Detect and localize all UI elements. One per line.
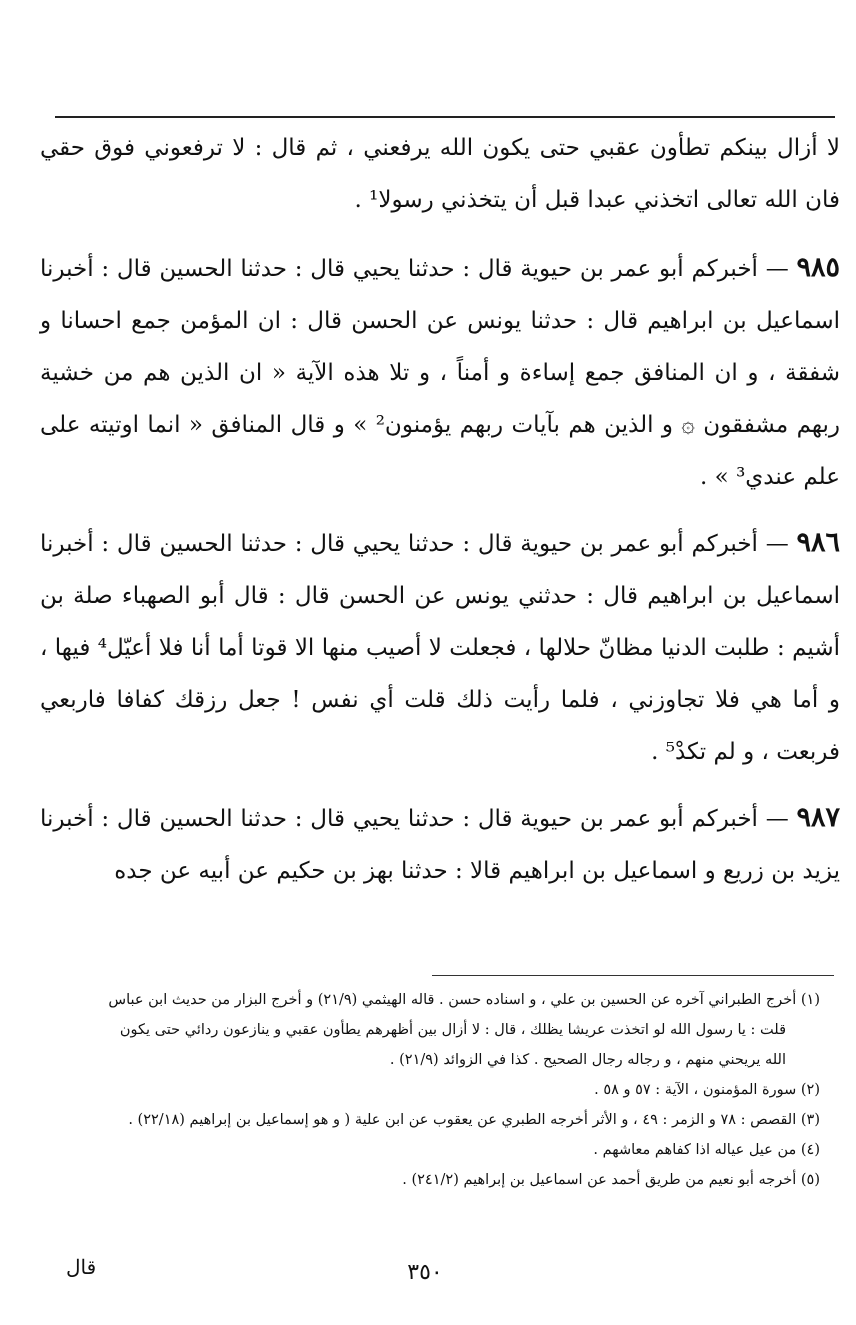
footnotes xyxy=(30,985,820,1195)
hadith-986 xyxy=(40,517,840,778)
hadith-text: — أخبركم أبو عمر بن حيوية قال : حدثنا يحيي قال : حدثنا الحسين قال : أخبرنا اسماعيل بن ابراهيم قال : حدثنا يونس عن الحسن قال : ان المؤمن جمع احسانا و شفقة ، و ان المنافق جمع إساءة و أمناً ، و تلا هذه الآية « ان الذين هم من خشية ربهم مشفقون ۞ و الذين هم بآيات ربهم يؤمنون² » و قال المنافق « انما اوتيته على علم عندي³ » . xyxy=(40,256,840,490)
footnote-4: (٤) من عيل عياله اذا كفاهم معاشهم . xyxy=(593,1142,820,1158)
hadith-text: — أخبركم أبو عمر بن حيوية قال : حدثنا يحيي قال : حدثنا الحسين قال : أخبرنا اسماعيل بن ابراهيم قال : حدثني يونس عن الحسن قال : قال أبو الصهباء صلة بن أشيم : طلبت الدنيا مظانّ حلالها ، فجعلت لا أصيب منها الا قوتا أما أنا فلا أعيّل⁴ فيها ، و أما هي فلا تجاوزني ، فلما رأيت ذلك قلت أي نفس ! جعل رزقك كفافا فاربعي فربعت ، و لم تكدْ⁵ . xyxy=(40,531,840,765)
footnote-rule xyxy=(432,975,834,976)
hadith-text: — أخبركم أبو عمر بن حيوية قال : حدثنا يحيي قال : حدثنا الحسين قال : أخبرنا يزيد بن زريع و اسماعيل بن ابراهيم قالا : حدثنا بهز بن حكيم عن أبيه عن جده xyxy=(40,806,840,884)
footnote-1-line-3: الله يريحني منهم ، و رجاله رجال الصحيح . كذا في الزوائد (٢١/٩) . xyxy=(389,1052,786,1068)
footnote-1-line-1: (١) أخرج الطبراني آخره عن الحسين بن علي ، و اسناده حسن . قاله الهيثمي (٢١/٩) و أخرج البزار من حديث ابن عباس xyxy=(108,992,820,1008)
hadith-987 xyxy=(40,792,840,897)
footnote-3: (٣) القصص : ٧٨ و الزمر : ٤٩ ، و الأثر أخرجه الطبري عن يعقوب عن ابن علية ( و هو إسماعيل بن إبراهيم (٢٢/١٨) . xyxy=(128,1112,820,1128)
hadith-number: ٩٨٥ xyxy=(796,252,840,283)
main-text xyxy=(40,122,840,911)
catchword: قال xyxy=(66,1255,97,1279)
footnote-1-line-2: قلت : يا رسول الله لو اتخذت عريشا يظلك ، قال : لا أزال بين أظهرهم يطأون عقبي و ينازعون ردائي حتى يكون xyxy=(119,1022,786,1038)
footnote-5: (٥) أخرجه أبو نعيم من طريق أحمد عن اسماعيل بن إبراهيم (٢٤١/٢) . xyxy=(402,1172,820,1188)
hadith-number: ٩٨٦ xyxy=(796,527,840,558)
footnote-2: (٢) سورة المؤمنون ، الآية : ٥٧ و ٥٨ . xyxy=(594,1082,820,1098)
hadith-number: ٩٨٧ xyxy=(796,802,840,833)
page-number: ٣٥٠ xyxy=(407,1260,443,1285)
hadith-985 xyxy=(40,242,840,503)
header-rule xyxy=(55,116,835,118)
paragraph-continuation: لا أزال بينكم تطأون عقبي حتى يكون الله يرفعني ، ثم قال : لا ترفعوني فوق حقي فان الله تعالى اتخذني عبدا قبل أن يتخذني رسولا¹ . xyxy=(40,135,840,213)
